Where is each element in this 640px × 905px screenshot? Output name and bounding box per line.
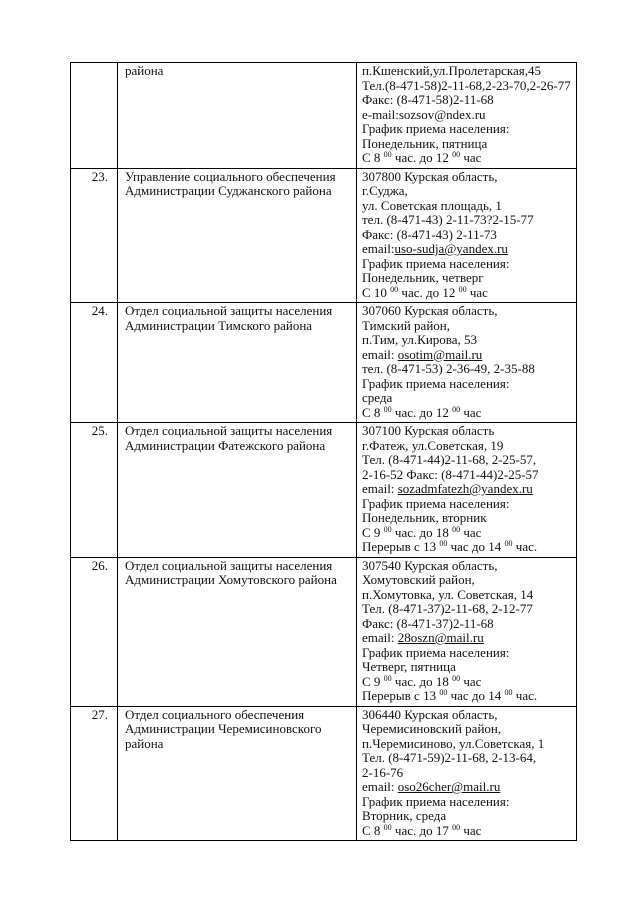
superscript-minutes: 00 <box>504 539 513 548</box>
contact-line <box>362 540 574 555</box>
superscript-minutes: 00 <box>452 150 461 159</box>
superscript-minutes: 00 <box>439 539 448 548</box>
contact-line <box>362 286 574 301</box>
row-number: 25. <box>91 423 108 438</box>
contact-line: Черемисиновский район, <box>362 721 502 736</box>
contact-text: час. до 12 <box>391 404 453 420</box>
contact-text: С 8 <box>362 822 384 838</box>
table-row <box>71 423 577 558</box>
organization-name-line: Управление социального обеспечения <box>125 168 336 184</box>
contact-text: Перерыв с 13 <box>362 688 440 703</box>
contact-line: г.Фатеж, ул.Советская, 19 <box>362 437 504 453</box>
contact-text: С 9 <box>362 673 384 689</box>
row-number-cell <box>71 423 118 558</box>
contact-text: час <box>460 404 482 420</box>
contact-line: п.Черемисиново, ул.Советская, 1 <box>362 735 545 751</box>
contact-text: С 9 <box>362 524 384 540</box>
contact-line: График приема населения: <box>362 793 510 809</box>
email-link[interactable]: osotim@mail.ru <box>397 346 483 362</box>
contact-line: Понедельник, четверг <box>362 270 484 285</box>
superscript-minutes: 00 <box>439 688 448 697</box>
contact-info-cell <box>357 557 577 706</box>
contact-line: тел. (8-471-43) 2-11-73?2-15-77 <box>362 212 534 227</box>
superscript-minutes: 00 <box>383 524 392 534</box>
contact-info-cell <box>357 303 577 423</box>
table-row <box>71 557 577 706</box>
contact-line: п.Тим, ул.Кирова, 53 <box>362 332 478 347</box>
contact-line: Вторник, среда <box>362 808 447 823</box>
contact-text: час. <box>512 688 538 703</box>
organization-name-cell <box>118 63 357 169</box>
organization-name-cell <box>118 303 357 423</box>
contact-line: 306440 Курская область, <box>362 706 498 722</box>
contact-line: Факс: (8-471-58)2-11-68 <box>362 92 494 107</box>
contact-line: Тел. (8-471-59)2-11-68, 2-13-64, <box>362 750 537 765</box>
superscript-minutes: 00 <box>452 822 461 832</box>
email-link[interactable]: oso26cher@mail.ru <box>397 779 501 794</box>
contact-line: Понедельник, вторник <box>362 510 487 525</box>
email-link[interactable]: 28oszn@mail.ru <box>397 630 484 645</box>
superscript-minutes: 00 <box>504 688 513 697</box>
superscript-minutes: 00 <box>383 673 392 683</box>
organization-name-cell <box>118 706 357 841</box>
row-number-cell <box>71 706 118 841</box>
superscript-minutes: 00 <box>383 150 392 159</box>
contact-line: Тел.(8-471-58)2-11-68,2-23-70,2-26-77 <box>362 77 571 93</box>
contact-line <box>362 348 574 363</box>
contact-text: час <box>460 822 482 838</box>
contact-text: час. до 12 <box>398 284 459 300</box>
contact-line: Хомутовский район, <box>362 572 475 587</box>
superscript-minutes: 00 <box>390 284 399 294</box>
contact-line <box>362 242 574 257</box>
contact-line: Тел. (8-471-44)2-11-68, 2-25-57, <box>362 452 537 467</box>
social-protection-offices-table <box>70 62 577 841</box>
contact-line: e-mail:sozsov@ndex.ru <box>362 106 486 122</box>
contact-text: Перерыв с 13 <box>362 539 440 554</box>
row-number: 27. <box>91 706 108 722</box>
contact-line: 307060 Курская область, <box>362 303 498 318</box>
contact-line: График приема населения: <box>362 121 510 136</box>
contact-text: час <box>460 673 482 689</box>
contact-line <box>362 631 574 646</box>
contact-line: среда <box>362 390 393 405</box>
contact-line: тел. (8-471-53) 2-36-49, 2-35-88 <box>362 361 535 376</box>
organization-name-line: Администрации Фатежского района <box>125 437 326 453</box>
contact-text: час <box>460 150 482 165</box>
contact-text: час. <box>512 539 538 554</box>
organization-name-line: Отдел социальной защиты населения <box>125 557 333 573</box>
organization-name-line: Отдел социального обеспечения <box>125 706 305 722</box>
organization-name-line: Администрации Суджанского района <box>125 183 332 198</box>
organization-name-cell <box>118 423 357 558</box>
superscript-minutes: 00 <box>452 673 461 683</box>
organization-name-line: Администрации Черемисиновского <box>125 721 322 736</box>
contact-line <box>362 689 574 704</box>
contact-line: 307540 Курская область, <box>362 557 498 573</box>
row-number-cell <box>71 168 118 303</box>
row-number: 23. <box>91 168 108 184</box>
contact-text: час. до 18 <box>391 524 453 540</box>
superscript-minutes: 00 <box>458 284 467 294</box>
email-link[interactable]: sozadmfatezh@yandex.ru <box>397 481 533 496</box>
email-link[interactable]: uso-sudja@yandex.ru <box>394 241 508 256</box>
contact-line <box>362 151 574 166</box>
contact-line: 2-16-52 Факс: (8-471-44)2-25-57 <box>362 466 539 482</box>
contact-line: Четверг, пятница <box>362 659 456 674</box>
row-number: 24. <box>91 303 108 318</box>
contact-text: час. до 18 <box>391 673 453 689</box>
contact-line: 307800 Курская область, <box>362 168 498 184</box>
contact-text: email: <box>362 241 395 256</box>
contact-text: час. до 12 <box>391 150 453 165</box>
organization-name-line: Администрации Тимского района <box>125 317 313 333</box>
contact-text: email: <box>362 779 398 794</box>
table-row <box>71 168 577 303</box>
contact-line: Факс: (8-471-37)2-11-68 <box>362 615 494 631</box>
contact-line <box>362 675 574 690</box>
row-number-cell <box>71 557 118 706</box>
contact-line: График приема населения: <box>362 644 510 660</box>
contact-text: email: <box>362 481 398 496</box>
organization-name-cell <box>118 557 357 706</box>
contact-text: email: <box>362 346 398 362</box>
contact-text: час <box>460 524 482 540</box>
contact-line: г.Суджа, <box>362 183 408 198</box>
row-number-cell <box>71 303 118 423</box>
contact-info-cell <box>357 706 577 841</box>
organization-name-line: района <box>125 63 164 78</box>
row-number-cell <box>71 63 118 169</box>
table-body <box>71 63 577 841</box>
table-row <box>71 63 577 169</box>
contact-line <box>362 526 574 541</box>
contact-line <box>362 406 574 421</box>
contact-line <box>362 780 574 795</box>
contact-line: График приема населения: <box>362 375 510 391</box>
contact-line: 307100 Курская область <box>362 423 495 438</box>
contact-line: Тимский район, <box>362 317 450 333</box>
contact-info-cell <box>357 423 577 558</box>
contact-line: ул. Советская площадь, 1 <box>362 197 502 213</box>
contact-text: час. до 17 <box>391 822 453 838</box>
contact-text: С 8 <box>362 150 384 165</box>
organization-name-line: Отдел социальной защиты населения <box>125 423 333 438</box>
contact-line: 2-16-76 <box>362 764 404 780</box>
contact-line: Факс: (8-471-43) 2-11-73 <box>362 226 497 242</box>
superscript-minutes: 00 <box>383 404 392 414</box>
organization-name-line: Отдел социальной защиты населения <box>125 303 333 318</box>
contact-line: Понедельник, пятница <box>362 135 488 151</box>
table-row <box>71 706 577 841</box>
row-number: 26. <box>91 557 108 573</box>
organization-name-line: района <box>125 735 164 751</box>
contact-line: График приема населения: <box>362 495 510 511</box>
contact-line <box>362 482 574 497</box>
organization-name-line: Администрации Хомутовского района <box>125 572 337 587</box>
contact-info-cell <box>357 168 577 303</box>
contact-text: час до 14 <box>447 688 505 703</box>
superscript-minutes: 00 <box>383 822 392 832</box>
contact-line: График приема населения: <box>362 255 510 271</box>
superscript-minutes: 00 <box>452 524 461 534</box>
contact-info-cell <box>357 63 577 169</box>
superscript-minutes: 00 <box>452 404 461 414</box>
table-row <box>71 303 577 423</box>
contact-line: п.Хомутовка, ул. Советская, 14 <box>362 586 534 602</box>
contact-text: час до 14 <box>447 539 505 554</box>
contact-line: п.Кшенский,ул.Пролетарская,45 <box>362 63 542 78</box>
contact-line <box>362 824 574 839</box>
contact-text: email: <box>362 630 398 645</box>
organization-name-cell <box>118 168 357 303</box>
contact-text: час <box>466 284 488 300</box>
contact-text: С 8 <box>362 404 384 420</box>
contact-line: Тел. (8-471-37)2-11-68, 2-12-77 <box>362 601 533 616</box>
contact-text: С 10 <box>362 284 391 300</box>
